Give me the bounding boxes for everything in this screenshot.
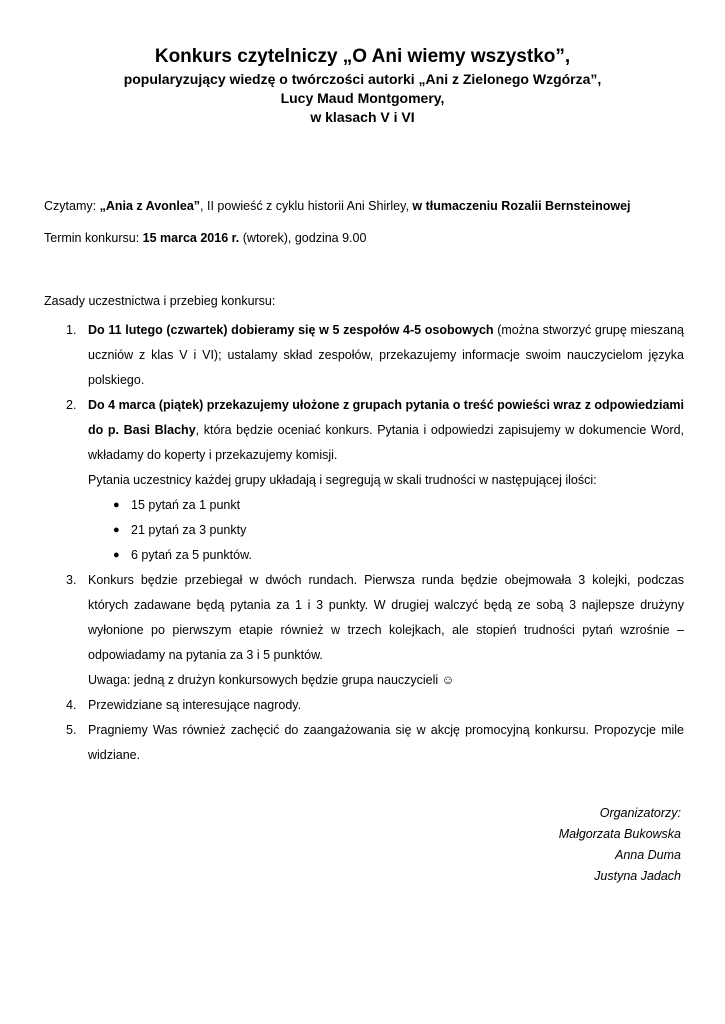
document-subtitle-3: w klasach V i VI	[310, 109, 415, 125]
term-time: (wtorek), godzina 9.00	[239, 231, 367, 245]
organizer-name: Justyna Jadach	[594, 869, 681, 883]
document-subtitle-1: popularyzujący wiedzę o twórczości autorki „Ani z Zielonego Wzgórza”,	[123, 71, 602, 87]
reading-title: „Ania z Avonlea”	[99, 199, 201, 213]
rule-number: 3.	[66, 573, 77, 587]
bullet-icon: ●	[113, 524, 120, 536]
reading-translation: w tłumaczeniu Rozalii Bernsteinowej	[412, 199, 631, 213]
term-label: Termin konkursu:	[44, 231, 143, 245]
organizer-name: Małgorzata Bukowska	[558, 827, 681, 841]
bullet-text: 15 pytań za 1 punkt	[131, 498, 241, 512]
rule-text: (można stworzyć grupę mieszaną uczniów z klas V i VI); ustalamy skład zespołów, przekazujemy informacje swoim nauczycielom języka polskiego.	[88, 323, 685, 387]
rule-number: 4.	[66, 698, 77, 712]
rule-text: Pragniemy Was również zachęcić do zaangażowania się w akcję promocyjną konkursu. Propozycje mile widziane.	[88, 723, 684, 762]
organizers-label: Organizatorzy:	[599, 806, 681, 820]
rule-item-4	[44, 693, 684, 718]
bullet-icon: ●	[113, 549, 120, 561]
rule-item-1	[44, 318, 684, 393]
rule-item-2	[44, 393, 684, 568]
organizers-signature	[559, 803, 681, 887]
rule-text: , która będzie oceniać konkurs. Pytania i odpowiedzi zapisujemy w dokumencie Word, wkładamy do koperty i przekazujemy komisji.	[88, 423, 685, 462]
rule-extra-text: Pytania uczestnicy każdej grupy układają i segregują w skali trudności w następującej ilości:	[88, 473, 597, 487]
term-date: 15 marca 2016 r.	[142, 231, 240, 245]
list-item	[88, 493, 684, 518]
organizer-name: Anna Duma	[614, 848, 681, 862]
rule-number: 5.	[66, 723, 77, 737]
document-subtitle-2: Lucy Maud Montgomery,	[280, 90, 445, 106]
rule-bold-text: Do 4 marca (piątek) przekazujemy ułożone z grupach pytania o treść powieści wraz z odpowiedziami do p. Basi Blachy	[88, 398, 684, 437]
rules-list	[44, 318, 684, 768]
term-line	[44, 231, 684, 245]
question-bullets	[88, 493, 684, 568]
reading-description: , II powieść z cyklu historii Ani Shirley,	[200, 199, 413, 213]
bullet-icon: ●	[113, 499, 120, 511]
rules-heading: Zasady uczestnictwa i przebieg konkursu:	[44, 294, 276, 308]
rule-text: Konkurs będzie przebiegał w dwóch rundach. Pierwsza runda będzie obejmowała 3 kolejki, podczas których zadawane będą pytania za 1 i 3 punkty. W drugiej walczyć będą ze sobą 3 najlepsze drużyny wyłonione po pierwszym etapie również w trzech kolejkach, ale stopień trudności pytań wzrośnie – odpowiadamy na pytania za 3 i 5 punktów.	[88, 573, 684, 662]
bullet-text: 21 pytań za 3 punkty	[131, 523, 247, 537]
rule-number: 2.	[66, 398, 77, 412]
rule-item-5	[44, 718, 684, 768]
title-block	[0, 44, 725, 127]
list-item	[88, 518, 684, 543]
rule-text: Przewidziane są interesujące nagrody.	[88, 698, 302, 712]
rule-item-3	[44, 568, 684, 693]
rule-number: 1.	[66, 323, 77, 337]
rule-bold-text: Do 11 lutego (czwartek) dobieramy się w 5 zespołów 4-5 osobowych	[88, 323, 494, 337]
document-title: Konkurs czytelniczy „O Ani wiemy wszystko”,	[154, 46, 571, 67]
rule-note: Uwaga: jedną z drużyn konkursowych będzie grupa nauczycieli ☺	[88, 673, 455, 687]
bullet-text: 6 pytań za 5 punktów.	[131, 548, 252, 562]
reading-line	[44, 199, 684, 213]
list-item	[88, 543, 684, 568]
reading-label: Czytamy:	[44, 199, 100, 213]
